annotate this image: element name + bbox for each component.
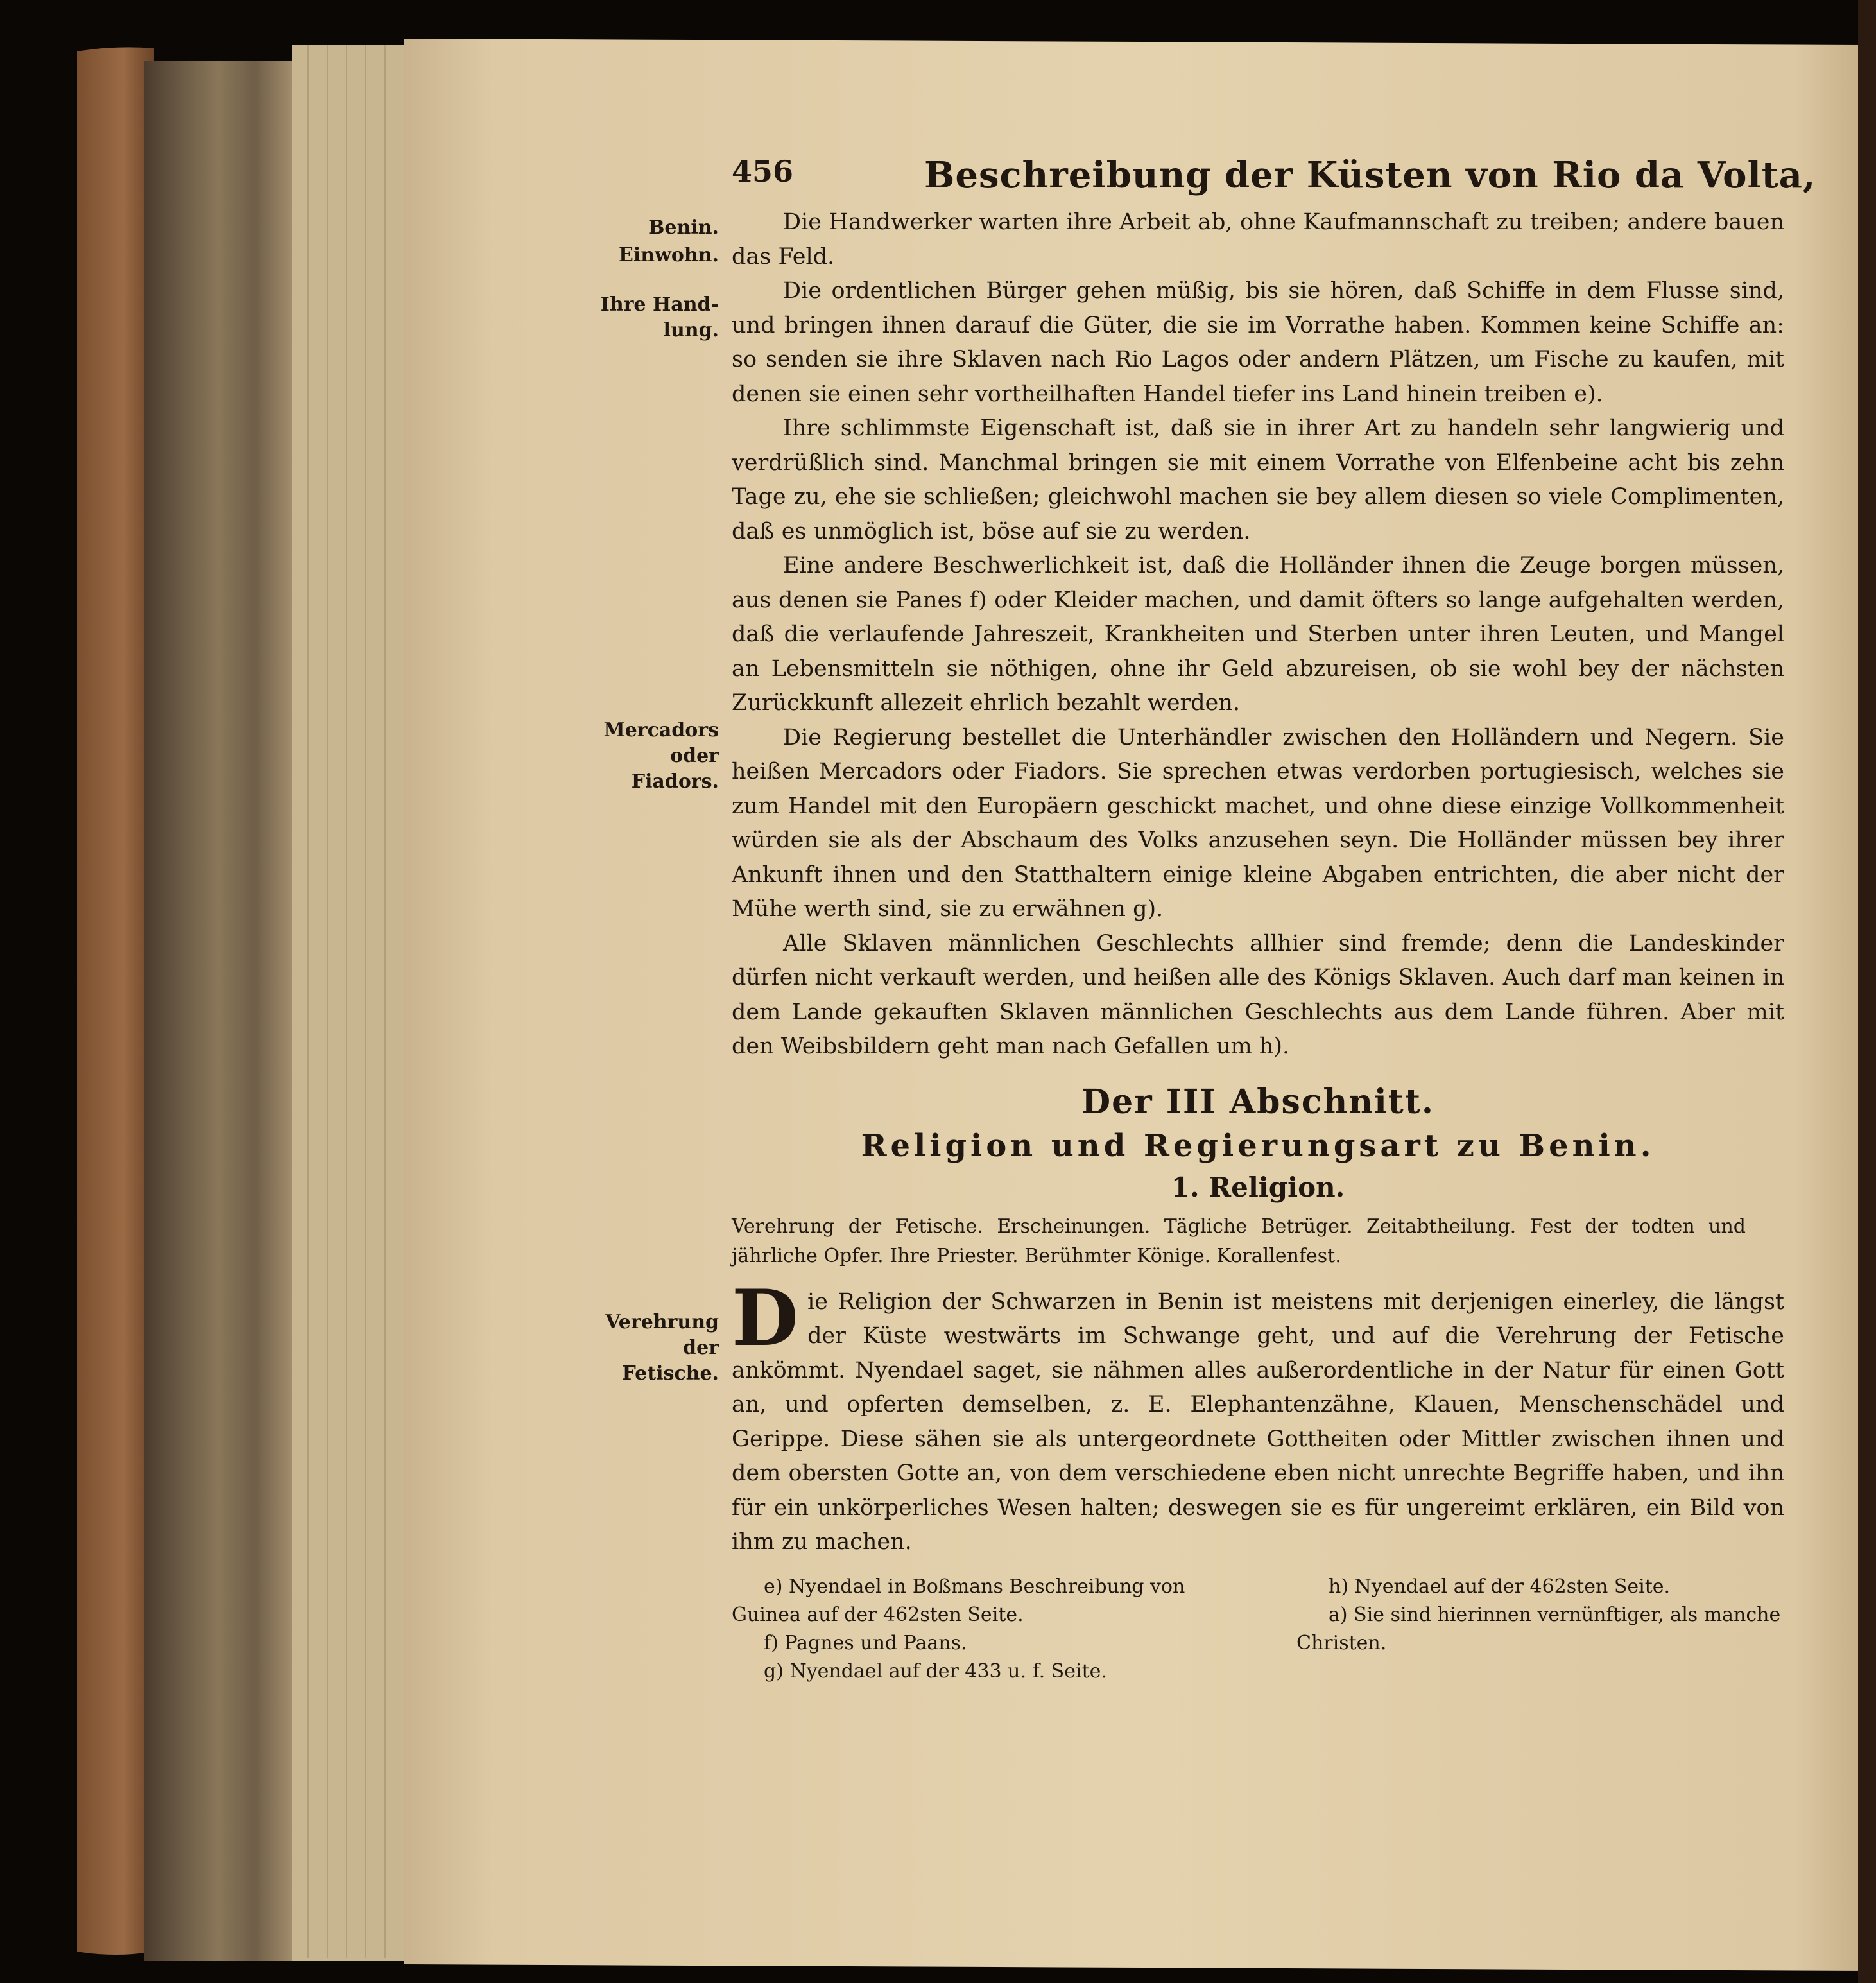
footnote: h) Nyendael auf der 462sten Seite. (1329, 1575, 1671, 1598)
page-number: 456 (732, 154, 794, 189)
footnote: e) Nyendael in Boßmans Beschreibung von (764, 1575, 1185, 1598)
paragraph: Die Regierung bestellet die Unterhändler zwischen den Holländern und Negern. Sie heißen Mercadors oder Fiadors. Sie sprechen etwas verdorben portugiesisch, welches sie zum Handel mit den Europäern geschickt machet, und ohne diese einzige Vollkommenheit würden sie als der Abschaum des Volks anzusehen seyn. Die Holländer müssen bey ihrer Ankunft ihnen und den Statthaltern einige kleine Abgaben entrichten, die aber nicht der Mühe werth sind, sie zu erwähnen g). (732, 724, 1784, 922)
section-first-paragraph (732, 1272, 1784, 1560)
margin-note-mercadors: Mercadors oder Fiadors. (603, 719, 719, 793)
footnotes-right-column (1296, 1573, 1797, 1658)
drop-cap: D (732, 1272, 799, 1364)
paragraph: Die ordentlichen Bürger gehen müßig, bis sie hören, daß Schiffe in dem Flusse sind, und bringen ihnen darauf die Güter, die sie im Vorrathe haben. Kommen keine Schiffe an: so senden sie ihre Sklaven nach Rio Lagos oder andern Plätzen, um Fische zu kaufen, mit denen sie einen sehr vortheilhaften Handel tiefer ins Land hinein treiben e). (732, 278, 1784, 407)
footnote: Guinea auf der 462sten Seite. (732, 1604, 1024, 1626)
footnote: Christen. (1296, 1632, 1387, 1654)
paragraph: Die Handwerker warten ihre Arbeit ab, ohne Kaufmannschaft zu treiben; andere bauen das Feld. (732, 209, 1784, 270)
footnotes-left-column (732, 1573, 1245, 1686)
paragraph: Eine andere Beschwerlichkeit ist, daß die Holländer ihnen die Zeuge borgen müssen, aus denen sie Panes f) oder Kleider machen, und damit öfters so lange aufgehalten werden, daß die verlaufende Jahreszeit, Krankheiten und Sterben unter ihren Leuten, und Mangel an Lebensmitteln sie nöthigen, ohne ihr Geld abzureisen, ob sie wohl bey der nächsten Zurückkunft allezeit ehrlich bezahlt werden. (732, 553, 1784, 716)
page-header (732, 154, 1816, 205)
margin-note-benin: Benin. (648, 216, 719, 239)
footnote: a) Sie sind hierinnen vernünftiger, als manche (1329, 1604, 1781, 1626)
footnote: g) Nyendael auf der 433 u. f. Seite. (764, 1660, 1107, 1683)
paragraph: Ihre schlimmste Eigenschaft ist, daß sie in ihrer Art zu handeln sehr langwierig und verdrüßlich sind. Manchmal bringen sie mit einem Vorrathe von Elfenbeine acht bis zehn Tage zu, ehe sie schließen; gleichwohl machen sie bey allem diesen so viele Complimenten, daß es unmöglich ist, böse auf sie zu werden. (732, 415, 1784, 544)
subsection-heading: 1. Religion. (1171, 1171, 1345, 1203)
margin-note-handlung: Ihre Hand-lung. (600, 293, 719, 342)
footnote: f) Pagnes und Paans. (764, 1632, 967, 1654)
first-paragraph-text: ie Religion der Schwarzen in Benin ist meistens mit derjenigen einerley, die längst der Küste westwärts im Schwange geht, und auf die Verehrung der Fetische ankömmt. Nyendael saget, sie nähmen alles außerordentliche in der Natur für einen Gott an, und opferten demselben, z. E. Elephantenzähne, Klauen, Menschenschädel und Gerippe. Diese sähen sie als untergeordnete Gottheiten oder Mittler zwischen ihnen und dem obersten Gotte an, von dem verschiedene eben nicht unrechte Begriffe haben, und ihn für ein unkörperliches Wesen halten; deswegen sie es für ungereimt erklären, ein Bild von ihm zu machen. (732, 1288, 1784, 1555)
section-summary: Verehrung der Fetische. Erscheinungen. Tägliche Betrüger. Zeitabtheilung. Fest der todten und jährliche Opfer. Ihre Priester. Berühmter Könige. Korallenfest. (732, 1215, 1746, 1267)
section-subheading: Religion und Regierungsart zu Benin. (861, 1127, 1655, 1164)
paragraph: Alle Sklaven männlichen Geschlechts allhier sind fremde; denn die Landeskinder dürfen nicht verkauft werden, und heißen alle des Königs Sklaven. Auch darf man keinen in dem Lande gekauften Sklaven männlichen Geschlechts aus dem Lande führen. Aber mit den Weibsbildern geht man nach Gefallen um h). (732, 930, 1784, 1059)
margin-note-fetische: Verehrung der Fetische. (605, 1311, 719, 1385)
margin-note-einwohn: Einwohn. (619, 244, 719, 266)
running-title: Beschreibung der Küsten von Rio da Volta, (924, 154, 1816, 196)
page-body (732, 205, 1784, 1560)
section-heading: Der III Abschnitt. (1081, 1082, 1434, 1121)
